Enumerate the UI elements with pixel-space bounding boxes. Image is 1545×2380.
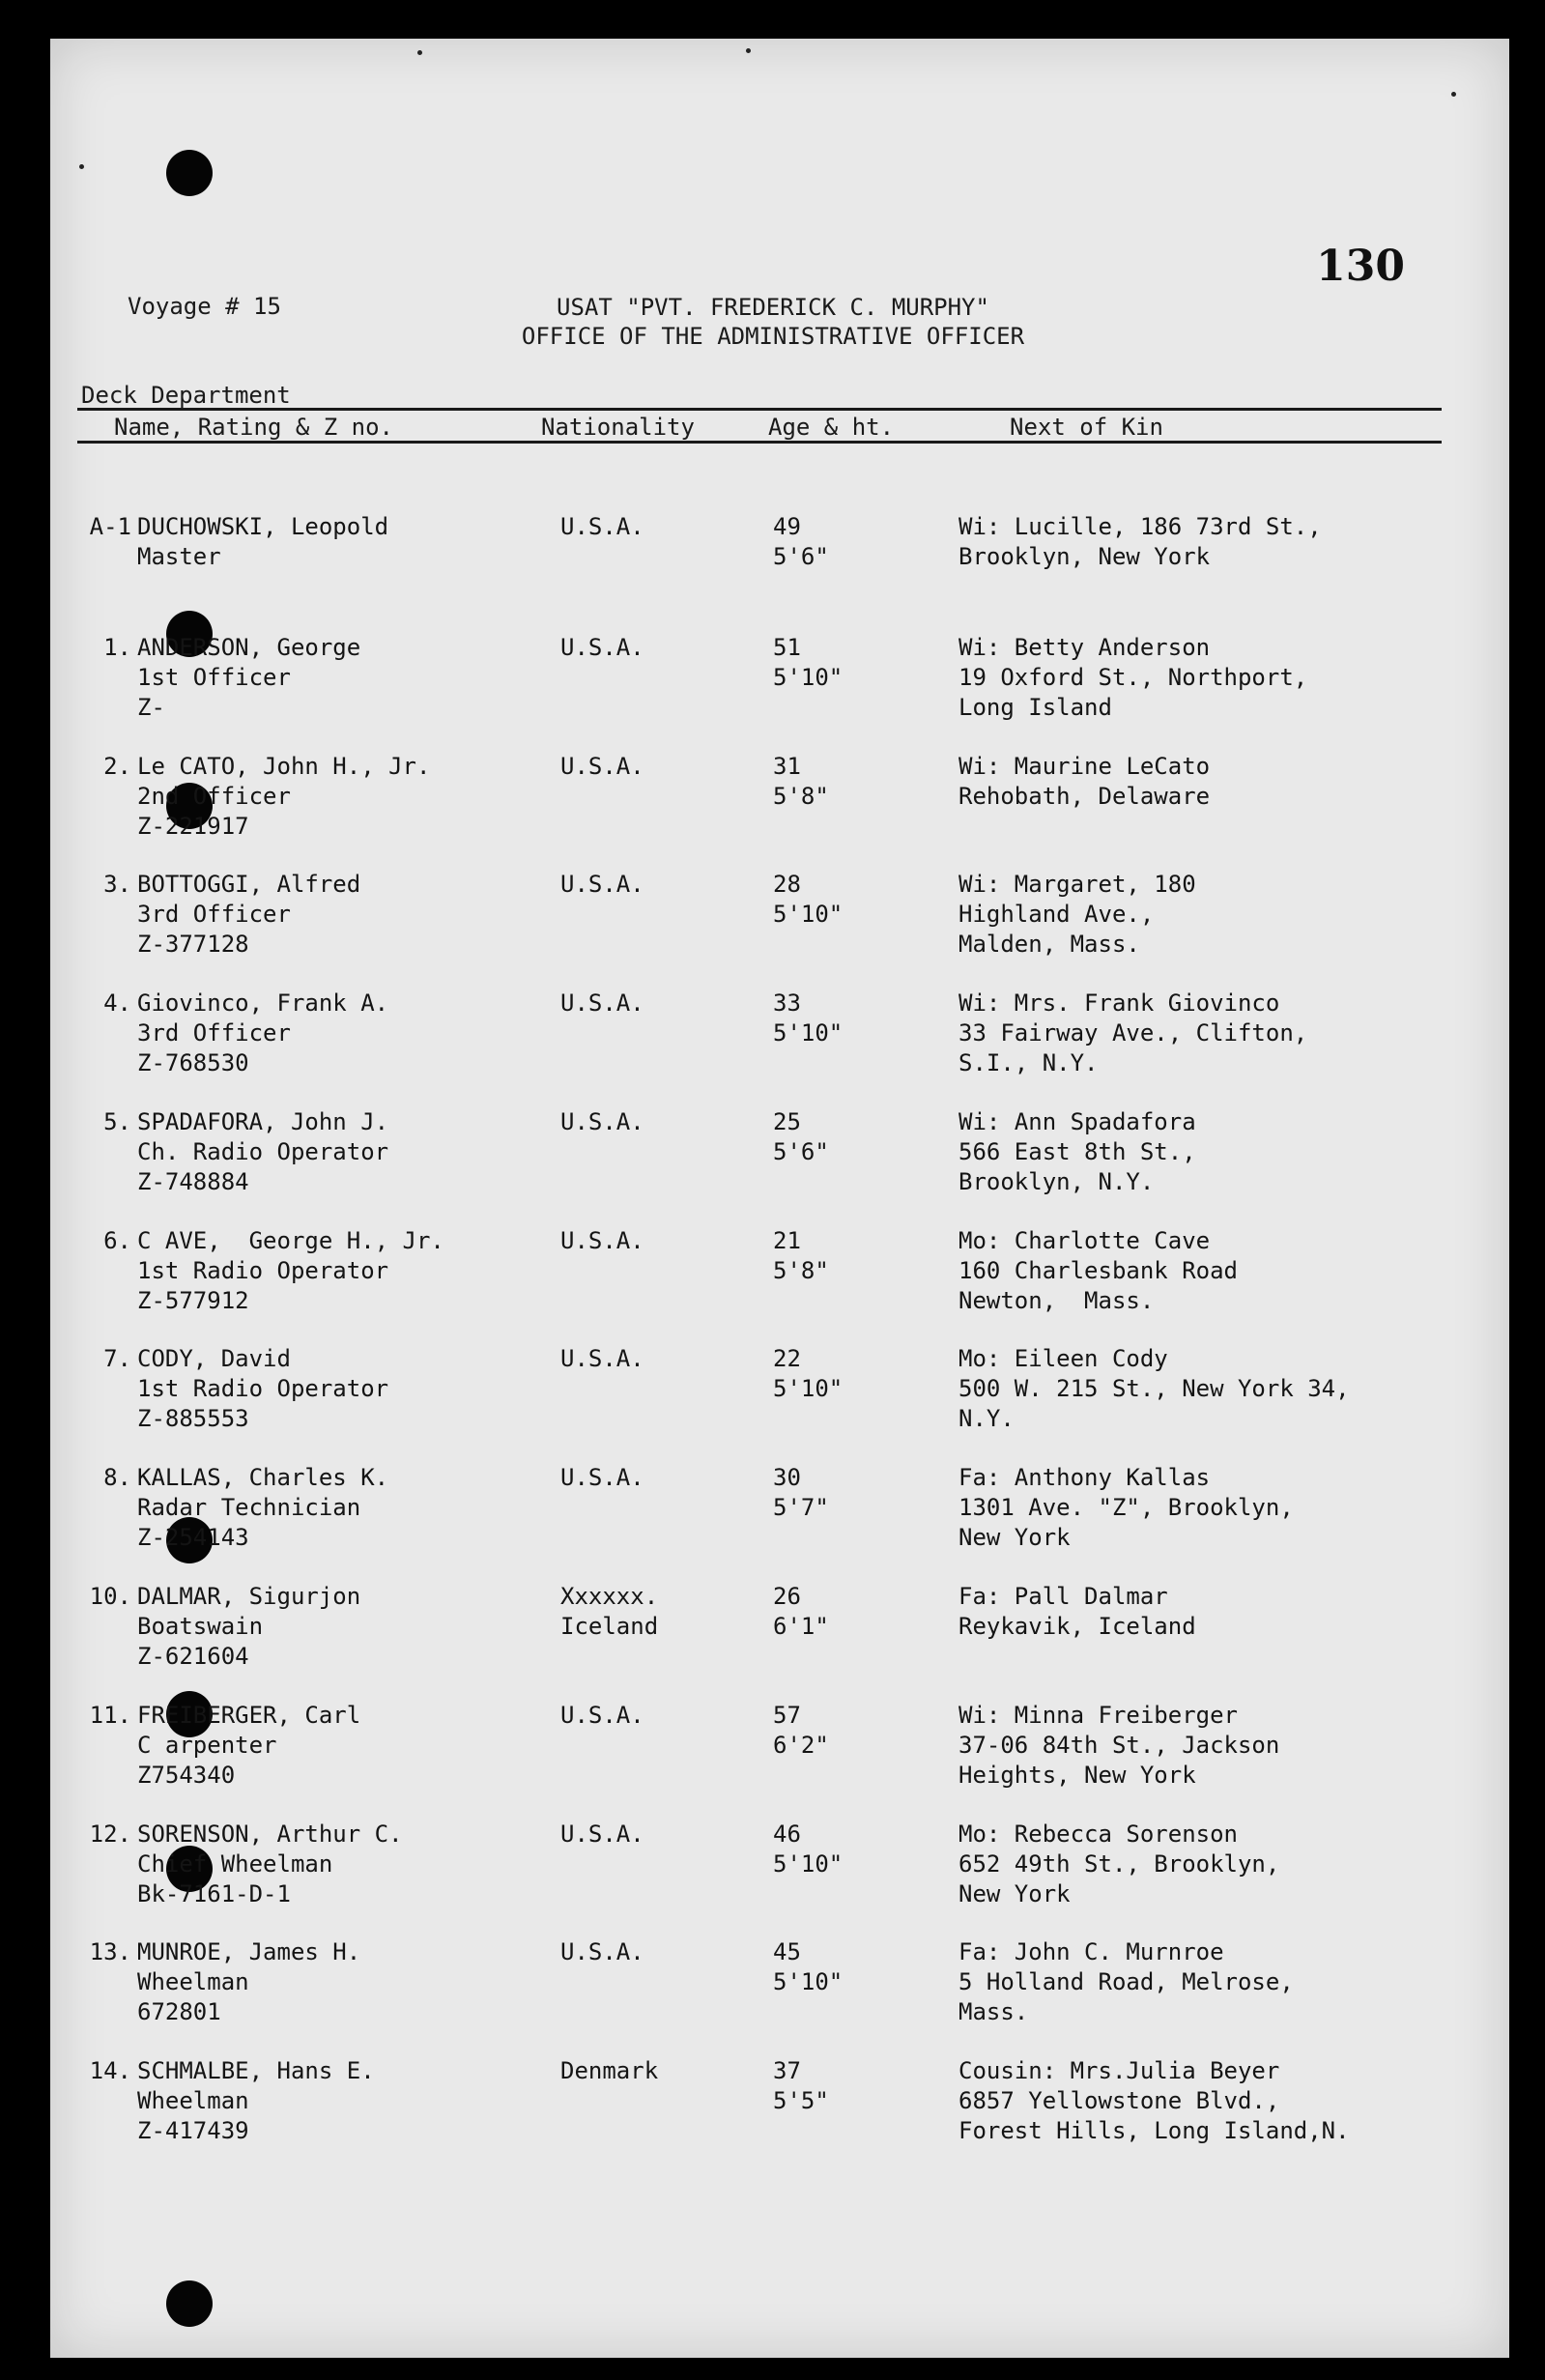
nationality [560, 1226, 644, 1286]
entry-number [77, 1463, 131, 1493]
kin-line-1: Mo: Rebecca Sorenson [958, 1821, 1238, 1848]
header-rule-bottom [77, 441, 1442, 444]
nationality-text: U.S.A. [560, 1227, 644, 1254]
entry-number [77, 1937, 131, 1967]
kin-line-2: 5 Holland Road, Melrose, [958, 1968, 1294, 1995]
crew-member [137, 1582, 360, 1672]
nationality-text-2 [560, 782, 644, 812]
crew-entry [77, 989, 1449, 1104]
next-of-kin [958, 633, 1307, 723]
kin-line-2: 19 Oxford St., Northport, [958, 664, 1308, 691]
age-height [773, 752, 829, 812]
kin-line-3: Newton, Mass. [958, 1287, 1155, 1314]
crew-rating: 3rd Officer [137, 901, 291, 928]
entry-number-text: 1. [103, 634, 131, 661]
kin-line-2: Highland Ave., [958, 901, 1155, 928]
crew-z-number: Z-621604 [137, 1643, 249, 1670]
age-height [773, 1107, 829, 1167]
crew-name: CODY, David [137, 1345, 291, 1372]
kin-line-1: Cousin: Mrs.Julia Beyer [958, 2057, 1280, 2084]
crew-rating: Chief Wheelman [137, 1850, 333, 1878]
nationality-text: U.S.A. [560, 1108, 644, 1135]
entry-number-text: 14. [89, 2057, 131, 2084]
age-value: 26 [773, 1583, 801, 1610]
nationality [560, 1463, 644, 1523]
dust-speck [79, 164, 84, 169]
age-value: 45 [773, 1938, 801, 1965]
kin-line-2: 37-06 84th St., Jackson [958, 1732, 1280, 1759]
nationality-text: U.S.A. [560, 1345, 644, 1372]
crew-z-number: Z-577912 [137, 1287, 249, 1314]
nationality-text-2 [560, 1967, 644, 1997]
entry-number-text: 7. [103, 1345, 131, 1372]
nationality-text-2 [560, 1374, 644, 1404]
crew-z-number: Z-417439 [137, 2117, 249, 2144]
crew-rating: 2nd Officer [137, 783, 291, 810]
crew-member [137, 1937, 360, 2027]
crew-member [137, 870, 360, 960]
crew-entry [77, 1937, 1449, 2053]
crew-rating: 1st Officer [137, 664, 291, 691]
column-header-next-of-kin: Next of Kin [1010, 414, 1163, 441]
kin-line-2: Reykavik, Iceland [958, 1613, 1196, 1640]
crew-member [137, 2056, 375, 2146]
kin-line-3: New York [958, 1524, 1071, 1551]
crew-name: DALMAR, Sigurjon [137, 1583, 361, 1610]
nationality-text-2 [560, 542, 644, 572]
crew-entry [77, 633, 1449, 749]
crew-name: SORENSON, Arthur C. [137, 1821, 403, 1848]
nationality [560, 752, 644, 812]
crew-z-number: Z-221917 [137, 813, 249, 840]
kin-line-2: 1301 Ave. "Z", Brooklyn, [958, 1494, 1294, 1521]
nationality [560, 870, 644, 930]
entry-number [77, 989, 131, 1018]
nationality [560, 512, 644, 572]
crew-member [137, 1820, 403, 1909]
punch-hole [166, 2280, 213, 2327]
next-of-kin [958, 2056, 1350, 2146]
kin-line-1: Wi: Lucille, 186 73rd St., [958, 513, 1322, 540]
entry-number-text: 6. [103, 1227, 131, 1254]
height-value: 5'10" [773, 1968, 844, 1995]
height-value: 5'10" [773, 1019, 844, 1047]
crew-rating: 1st Radio Operator [137, 1375, 389, 1402]
dust-speck [1451, 92, 1456, 97]
next-of-kin [958, 512, 1322, 602]
kin-line-1: Wi: Mrs. Frank Giovinco [958, 989, 1280, 1017]
age-value: 30 [773, 1464, 801, 1491]
kin-line-2: 33 Fairway Ave., Clifton, [958, 1019, 1308, 1047]
crew-name: BOTTOGGI, Alfred [137, 871, 361, 898]
height-value: 5'10" [773, 901, 844, 928]
nationality [560, 1701, 644, 1761]
crew-name: Giovinco, Frank A. [137, 989, 389, 1017]
age-height [773, 1820, 843, 1879]
entry-number-text: 4. [103, 989, 131, 1017]
crew-member [137, 1226, 444, 1316]
crew-name: DUCHOWSKI, Leopold [137, 513, 389, 540]
age-value: 57 [773, 1702, 801, 1729]
crew-entry [77, 1582, 1449, 1698]
nationality-text: U.S.A. [560, 1464, 644, 1491]
entry-number [77, 1344, 131, 1374]
crew-rating: 3rd Officer [137, 1019, 291, 1047]
height-value: 5'5" [773, 2087, 829, 2114]
crew-z-number: 672801 [137, 1998, 221, 2025]
kin-line-1: Mo: Eileen Cody [958, 1345, 1168, 1372]
entry-number [77, 633, 131, 663]
nationality [560, 1937, 644, 1997]
age-value: 31 [773, 753, 801, 780]
entry-number-text: 5. [103, 1108, 131, 1135]
page-number: 130 [1316, 242, 1405, 291]
nationality-text-2 [560, 1256, 644, 1286]
age-height [773, 870, 843, 930]
crew-entry [77, 1820, 1449, 1936]
crew-entry [77, 512, 1449, 628]
crew-z-number: Z-377128 [137, 931, 249, 958]
nationality-text-2 [560, 663, 644, 693]
next-of-kin [958, 1937, 1294, 2027]
entry-number-text: 11. [89, 1702, 131, 1729]
crew-entry [77, 1226, 1449, 1342]
nationality [560, 1107, 644, 1167]
crew-name: ANDERSON, George [137, 634, 361, 661]
crew-name: KALLAS, Charles K. [137, 1464, 389, 1491]
crew-name: FREIBERGER, Carl [137, 1702, 361, 1729]
kin-line-2: 500 W. 215 St., New York 34, [958, 1375, 1350, 1402]
department-label: Deck Department [81, 382, 291, 409]
nationality-text: U.S.A. [560, 871, 644, 898]
voyage-number: Voyage # 15 [128, 293, 281, 320]
crew-z-number: Bk-7161-D-1 [137, 1880, 291, 1907]
crew-entry [77, 1344, 1449, 1460]
crew-member [137, 752, 430, 842]
crew-name: SPADAFORA, John J. [137, 1108, 389, 1135]
crew-rating: C arpenter [137, 1732, 277, 1759]
column-header-name: Name, Rating & Z no. [114, 414, 393, 441]
kin-line-3: S.I., N.Y. [958, 1049, 1099, 1076]
crew-name: SCHMALBE, Hans E. [137, 2057, 375, 2084]
ship-name: USAT "PVT. FREDERICK C. MURPHY" [557, 294, 989, 321]
crew-entry [77, 870, 1449, 986]
next-of-kin [958, 1107, 1196, 1197]
crew-rating: Ch. Radio Operator [137, 1138, 389, 1165]
height-value: 5'8" [773, 1257, 829, 1284]
age-height [773, 1226, 829, 1286]
entry-number [77, 1701, 131, 1731]
crew-z-number: Z-748884 [137, 1168, 249, 1195]
kin-line-1: Fa: Pall Dalmar [958, 1583, 1168, 1610]
crew-member [137, 633, 360, 723]
crew-name: Le CATO, John H., Jr. [137, 753, 431, 780]
crew-rating: Wheelman [137, 2087, 249, 2114]
entry-number-text: 2. [103, 753, 131, 780]
nationality-text: U.S.A. [560, 634, 644, 661]
crew-name: C AVE, George H., Jr. [137, 1227, 444, 1254]
kin-line-3: Mass. [958, 1998, 1029, 2025]
kin-line-1: Fa: John C. Murnroe [958, 1938, 1224, 1965]
crew-entry [77, 1107, 1449, 1223]
next-of-kin [958, 752, 1210, 842]
kin-line-2: 652 49th St., Brooklyn, [958, 1850, 1280, 1878]
crew-z-number: Z- [137, 694, 165, 721]
age-height [773, 1701, 829, 1761]
entry-number-text: 12. [89, 1821, 131, 1848]
age-height [773, 1937, 843, 1997]
crew-entry [77, 1701, 1449, 1817]
age-height [773, 989, 843, 1048]
height-value: 5'8" [773, 783, 829, 810]
entry-number [77, 870, 131, 900]
kin-line-1: Wi: Betty Anderson [958, 634, 1211, 661]
next-of-kin [958, 1344, 1350, 1434]
next-of-kin [958, 1701, 1279, 1791]
kin-line-1: Wi: Margaret, 180 [958, 871, 1196, 898]
crew-entry [77, 2056, 1449, 2172]
nationality-text-2 [560, 1493, 644, 1523]
entry-number [77, 1107, 131, 1137]
kin-line-3: Forest Hills, Long Island,N. [958, 2117, 1350, 2144]
next-of-kin [958, 1582, 1196, 1672]
kin-line-3: Brooklyn, N.Y. [958, 1168, 1155, 1195]
crew-z-number: Z754340 [137, 1762, 236, 1789]
nationality [560, 989, 644, 1048]
age-value: 51 [773, 634, 801, 661]
age-value: 33 [773, 989, 801, 1017]
height-value: 5'6" [773, 1138, 829, 1165]
column-header-age-height: Age & ht. [768, 414, 895, 441]
crew-member [137, 989, 388, 1078]
crew-member [137, 1463, 388, 1553]
kin-line-2: Rehobath, Delaware [958, 783, 1211, 810]
nationality-text-2: Iceland [560, 1613, 659, 1640]
crew-member [137, 1701, 360, 1791]
entry-number [77, 2056, 131, 2086]
entry-number-text: 10. [89, 1583, 131, 1610]
height-value: 5'10" [773, 1375, 844, 1402]
nationality-text: U.S.A. [560, 1821, 644, 1848]
kin-line-1: Wi: Minna Freiberger [958, 1702, 1238, 1729]
nationality-text-2 [560, 1731, 644, 1761]
next-of-kin [958, 1226, 1238, 1316]
height-value: 6'2" [773, 1732, 829, 1759]
nationality [560, 1820, 644, 1879]
age-height [773, 512, 829, 572]
age-value: 28 [773, 871, 801, 898]
age-value: 46 [773, 1821, 801, 1848]
crew-rating: Boatswain [137, 1613, 264, 1640]
height-value: 5'7" [773, 1494, 829, 1521]
age-value: 25 [773, 1108, 801, 1135]
entry-number [77, 1226, 131, 1256]
nationality-text: U.S.A. [560, 989, 644, 1017]
age-height [773, 633, 843, 693]
age-value: 21 [773, 1227, 801, 1254]
crew-z-number: Z-768530 [137, 1049, 249, 1076]
entry-number [77, 752, 131, 782]
kin-line-3 [958, 572, 1322, 602]
nationality-text: U.S.A. [560, 753, 644, 780]
entry-number [77, 1820, 131, 1850]
crew-entry [77, 752, 1449, 868]
age-value: 22 [773, 1345, 801, 1372]
crew-rating: 1st Radio Operator [137, 1257, 389, 1284]
kin-line-3: Heights, New York [958, 1762, 1196, 1789]
kin-line-1: Mo: Charlotte Cave [958, 1227, 1211, 1254]
kin-line-1: Fa: Anthony Kallas [958, 1464, 1211, 1491]
punch-hole [166, 150, 213, 196]
age-value: 49 [773, 513, 801, 540]
office-name: OFFICE OF THE ADMINISTRATIVE OFFICER [521, 323, 1025, 350]
crew-entry [77, 1463, 1449, 1579]
kin-line-3: Long Island [958, 694, 1112, 721]
crew-name: MUNROE, James H. [137, 1938, 361, 1965]
entry-number-text: 13. [89, 1938, 131, 1965]
crew-z-number: Z-254143 [137, 1524, 249, 1551]
nationality-text: U.S.A. [560, 1702, 644, 1729]
next-of-kin [958, 1463, 1294, 1553]
header-rule-top [77, 408, 1442, 411]
crew-z-number [137, 572, 388, 602]
entry-number-text: 3. [103, 871, 131, 898]
kin-line-3 [958, 1642, 1196, 1672]
kin-line-2: Brooklyn, New York [958, 543, 1211, 570]
nationality-text: U.S.A. [560, 1938, 644, 1965]
age-height [773, 1582, 829, 1642]
crew-member [137, 512, 388, 602]
kin-line-2: 6857 Yellowstone Blvd., [958, 2087, 1280, 2114]
nationality [560, 1344, 644, 1404]
nationality [560, 633, 644, 693]
entry-number-text: A-1 [89, 513, 131, 540]
height-value: 5'10" [773, 664, 844, 691]
nationality [560, 1582, 658, 1642]
nationality-text-2 [560, 1018, 644, 1048]
dust-speck [417, 50, 422, 55]
kin-line-3: New York [958, 1880, 1071, 1907]
crew-rating: Radar Technician [137, 1494, 361, 1521]
column-header-nationality: Nationality [541, 414, 695, 441]
nationality [560, 2056, 658, 2116]
crew-member [137, 1107, 388, 1197]
height-value: 5'10" [773, 1850, 844, 1878]
crew-rating: Master [137, 543, 221, 570]
nationality-text-2 [560, 1850, 644, 1879]
entry-number-text: 8. [103, 1464, 131, 1491]
age-height [773, 2056, 829, 2116]
dust-speck [746, 48, 751, 53]
kin-line-1: Wi: Maurine LeCato [958, 753, 1211, 780]
kin-line-3 [958, 812, 1210, 842]
nationality-text: U.S.A. [560, 513, 644, 540]
kin-line-3: N.Y. [958, 1405, 1015, 1432]
nationality-text: Xxxxxx. [560, 1583, 659, 1610]
next-of-kin [958, 989, 1307, 1078]
age-height [773, 1463, 829, 1523]
nationality-text: Denmark [560, 2057, 659, 2084]
kin-line-1: Wi: Ann Spadafora [958, 1108, 1196, 1135]
crew-z-number: Z-885553 [137, 1405, 249, 1432]
crew-rating: Wheelman [137, 1968, 249, 1995]
entry-number [77, 512, 131, 542]
kin-line-2: 160 Charlesbank Road [958, 1257, 1238, 1284]
next-of-kin [958, 870, 1196, 960]
nationality-text-2 [560, 1137, 644, 1167]
nationality-text-2 [560, 2086, 658, 2116]
height-value: 6'1" [773, 1613, 829, 1640]
document-header [444, 293, 1102, 351]
kin-line-2: 566 East 8th St., [958, 1138, 1196, 1165]
age-height [773, 1344, 843, 1404]
kin-line-3: Malden, Mass. [958, 931, 1140, 958]
age-value: 37 [773, 2057, 801, 2084]
next-of-kin [958, 1820, 1279, 1909]
crew-member [137, 1344, 388, 1434]
nationality-text-2 [560, 900, 644, 930]
entry-number [77, 1582, 131, 1612]
height-value: 5'6" [773, 543, 829, 570]
